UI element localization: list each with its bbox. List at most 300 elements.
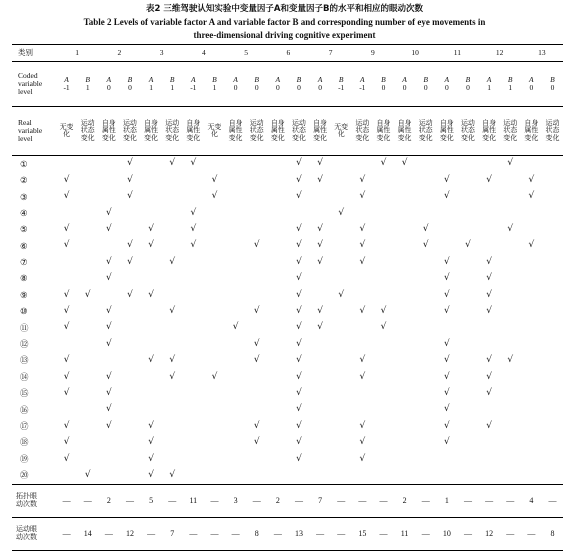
check-cell — [288, 435, 309, 451]
check-cell — [352, 222, 373, 238]
factor-label: B — [465, 75, 471, 85]
check-mark: √ — [190, 224, 197, 235]
check-cell — [500, 287, 521, 303]
check-cell — [521, 385, 542, 401]
check-cell — [352, 451, 373, 467]
check-cell — [415, 467, 436, 484]
check-mark: √ — [105, 338, 112, 349]
check-cell — [331, 385, 352, 401]
real-level-cell — [500, 107, 521, 156]
check-cell — [373, 238, 394, 254]
check-mark: √ — [359, 453, 366, 464]
check-cell — [479, 451, 500, 467]
coded-value: 0 — [444, 83, 449, 92]
check-cell — [394, 172, 415, 188]
check-mark: √ — [443, 338, 450, 349]
factor-label: B — [423, 75, 428, 85]
check-cell — [267, 287, 288, 303]
check-mark: √ — [63, 437, 70, 448]
check-mark: √ — [63, 240, 70, 251]
factor-label: A — [148, 75, 154, 85]
check-cell — [331, 336, 352, 352]
row-label: ⑯ — [20, 404, 29, 415]
factor-label: B — [296, 75, 302, 85]
check-cell — [225, 418, 246, 434]
check-cell — [521, 451, 542, 467]
table-caption-english-line2: three-dimensional driving cognitive experiment — [193, 30, 376, 40]
check-cell — [394, 271, 415, 287]
factor-label: A — [486, 75, 492, 85]
check-cell — [98, 320, 119, 336]
check-cell — [415, 353, 436, 369]
check-cell — [415, 418, 436, 434]
check-mark: √ — [443, 437, 450, 448]
check-cell — [479, 205, 500, 221]
check-cell — [436, 304, 457, 320]
check-cell — [415, 385, 436, 401]
label-line: level — [18, 133, 33, 143]
check-cell — [141, 320, 162, 336]
check-mark: √ — [84, 289, 91, 300]
check-cell — [542, 385, 563, 401]
coded-level-cell — [98, 62, 119, 107]
check-cell — [331, 254, 352, 270]
check-mark: √ — [63, 371, 70, 382]
check-mark: √ — [105, 387, 112, 398]
check-cell — [183, 320, 204, 336]
check-cell — [183, 287, 204, 303]
check-cell — [310, 287, 331, 303]
check-cell — [204, 287, 225, 303]
check-cell — [98, 402, 119, 418]
check-cell — [288, 320, 309, 336]
check-cell — [183, 451, 204, 467]
summary-cell: — — [204, 517, 225, 550]
check-cell — [521, 271, 542, 287]
check-cell — [331, 435, 352, 451]
check-mark: √ — [296, 224, 302, 235]
coded-value: 1 — [508, 83, 513, 92]
table-row — [12, 435, 563, 451]
check-cell — [77, 222, 98, 238]
check-cell — [225, 336, 246, 352]
factor-label: B — [85, 75, 90, 85]
coded-value: 0 — [550, 83, 555, 92]
check-mark: √ — [486, 387, 492, 398]
check-cell — [225, 238, 246, 254]
coded-level-cell — [267, 62, 288, 107]
check-cell — [183, 418, 204, 434]
check-cell — [77, 205, 98, 221]
check-cell — [98, 287, 119, 303]
factor-label: A — [275, 75, 281, 85]
check-cell — [521, 287, 542, 303]
summary-cell: 3 — [225, 484, 246, 517]
eye-movement-table — [12, 44, 563, 551]
real-level-text: 无变 化 — [334, 122, 349, 138]
check-mark: √ — [380, 158, 387, 169]
check-cell — [521, 172, 542, 188]
check-cell — [352, 467, 373, 484]
group-header: 10 — [394, 45, 436, 62]
check-cell — [204, 320, 225, 336]
coded-value: 0 — [128, 83, 132, 92]
check-cell — [521, 353, 542, 369]
summary-cell: — — [141, 517, 162, 550]
check-cell — [457, 467, 478, 484]
check-cell — [141, 418, 162, 434]
check-cell — [436, 369, 457, 385]
check-mark: √ — [63, 453, 70, 464]
check-cell — [352, 189, 373, 205]
real-level-row — [12, 107, 563, 156]
check-cell — [162, 238, 183, 254]
check-mark: √ — [63, 355, 70, 366]
check-cell — [119, 320, 140, 336]
check-cell — [310, 353, 331, 369]
check-cell — [394, 156, 415, 173]
check-mark: √ — [359, 191, 366, 202]
real-level-cell — [204, 107, 225, 156]
check-cell — [56, 205, 77, 221]
check-cell — [119, 369, 140, 385]
group-header: 11 — [436, 45, 478, 62]
real-level-text: 运动 状态 变化 — [165, 118, 180, 142]
check-mark: √ — [359, 437, 366, 448]
check-cell — [183, 222, 204, 238]
coded-level-cell — [246, 62, 267, 107]
check-cell — [225, 205, 246, 221]
summary-label — [12, 484, 56, 517]
check-cell — [56, 418, 77, 434]
table-row — [12, 271, 563, 287]
check-mark: √ — [443, 256, 450, 267]
check-cell — [352, 304, 373, 320]
coded-value: -1 — [63, 83, 70, 92]
check-cell — [457, 369, 478, 385]
check-cell — [457, 205, 478, 221]
summary-label — [12, 517, 56, 550]
check-cell — [246, 172, 267, 188]
check-cell — [288, 254, 309, 270]
check-cell — [457, 172, 478, 188]
summary-cell: 15 — [352, 517, 373, 550]
check-cell — [56, 451, 77, 467]
check-mark: √ — [63, 420, 70, 431]
check-cell — [98, 369, 119, 385]
check-cell — [373, 418, 394, 434]
check-cell — [457, 156, 478, 173]
summary-cell: 12 — [479, 517, 500, 550]
check-cell — [521, 189, 542, 205]
check-cell — [436, 451, 457, 467]
summary-cell: 2 — [267, 484, 288, 517]
check-cell — [162, 467, 183, 484]
check-cell — [373, 254, 394, 270]
check-mark: √ — [486, 273, 492, 284]
check-cell — [204, 205, 225, 221]
summary-cell: — — [98, 517, 119, 550]
check-cell — [225, 271, 246, 287]
check-mark: √ — [232, 322, 239, 333]
table-row — [12, 222, 563, 238]
summary-cell: 2 — [98, 484, 119, 517]
check-cell — [204, 385, 225, 401]
real-level-text: 无变 化 — [59, 122, 74, 138]
check-mark: √ — [296, 240, 302, 251]
table-row — [12, 320, 563, 336]
check-cell — [415, 254, 436, 270]
check-cell — [141, 385, 162, 401]
check-cell — [162, 385, 183, 401]
check-cell — [204, 418, 225, 434]
real-level-cell — [436, 107, 457, 156]
summary-cell: 10 — [436, 517, 457, 550]
check-mark: √ — [84, 469, 91, 480]
check-cell — [373, 353, 394, 369]
check-mark: √ — [296, 322, 302, 333]
check-cell — [542, 254, 563, 270]
check-cell — [479, 156, 500, 173]
check-cell — [436, 336, 457, 352]
check-cell — [162, 205, 183, 221]
check-cell — [373, 205, 394, 221]
check-cell — [542, 156, 563, 173]
check-cell — [521, 238, 542, 254]
check-mark: √ — [148, 224, 154, 235]
check-cell — [141, 238, 162, 254]
check-mark: √ — [296, 273, 302, 284]
summary-cell: — — [457, 517, 478, 550]
factor-label: A — [64, 75, 69, 85]
check-mark: √ — [443, 174, 450, 185]
check-cell — [500, 336, 521, 352]
check-cell — [267, 385, 288, 401]
category-header — [12, 45, 56, 62]
check-cell — [500, 402, 521, 418]
factor-label: B — [169, 75, 175, 85]
check-mark: √ — [317, 256, 323, 267]
factor-label: A — [444, 75, 450, 85]
check-cell — [542, 271, 563, 287]
coded-value: 1 — [149, 83, 153, 92]
table-row — [12, 336, 563, 352]
check-cell — [415, 402, 436, 418]
check-mark: √ — [296, 387, 302, 398]
check-cell — [352, 385, 373, 401]
check-cell — [542, 222, 563, 238]
check-cell — [56, 222, 77, 238]
check-cell — [98, 451, 119, 467]
table-row — [12, 304, 563, 320]
check-cell — [310, 254, 331, 270]
check-mark: √ — [127, 191, 133, 202]
check-cell — [479, 238, 500, 254]
check-cell — [394, 418, 415, 434]
group-header: 12 — [479, 45, 521, 62]
check-mark: √ — [253, 437, 260, 448]
check-cell — [77, 287, 98, 303]
check-cell — [542, 402, 563, 418]
coded-level-cell — [77, 62, 98, 107]
check-cell — [352, 353, 373, 369]
real-level-cell — [415, 107, 436, 156]
real-level-text: 自身 属性 变化 — [228, 118, 243, 142]
row-label: ⑤ — [20, 224, 28, 235]
check-cell — [521, 418, 542, 434]
check-cell — [267, 402, 288, 418]
check-cell — [521, 320, 542, 336]
check-cell — [225, 435, 246, 451]
check-cell — [141, 287, 162, 303]
check-mark: √ — [296, 420, 302, 431]
factor-label: B — [338, 75, 344, 85]
check-cell — [500, 418, 521, 434]
check-cell — [225, 304, 246, 320]
check-mark: √ — [443, 404, 450, 415]
group-header: 13 — [521, 45, 563, 62]
real-level-cell — [479, 107, 500, 156]
check-cell — [394, 336, 415, 352]
check-mark: √ — [105, 224, 112, 235]
check-cell — [183, 467, 204, 484]
check-cell — [141, 353, 162, 369]
check-cell — [98, 205, 119, 221]
check-cell — [246, 304, 267, 320]
check-mark: √ — [507, 158, 514, 169]
check-cell — [98, 353, 119, 369]
check-cell — [394, 238, 415, 254]
check-cell — [183, 402, 204, 418]
row-label: ⑩ — [20, 306, 28, 317]
label-line: variable — [18, 126, 43, 136]
check-mark: √ — [127, 158, 133, 169]
check-mark: √ — [359, 355, 366, 366]
check-cell — [457, 320, 478, 336]
check-cell — [479, 172, 500, 188]
check-cell — [119, 385, 140, 401]
check-cell — [436, 320, 457, 336]
check-cell — [331, 172, 352, 188]
check-cell — [119, 451, 140, 467]
check-cell — [141, 189, 162, 205]
check-mark: √ — [296, 191, 302, 202]
check-mark: √ — [253, 420, 260, 431]
check-cell — [457, 238, 478, 254]
check-cell — [225, 222, 246, 238]
check-cell — [267, 451, 288, 467]
check-cell — [77, 238, 98, 254]
check-cell — [204, 435, 225, 451]
check-cell — [373, 385, 394, 401]
check-cell — [98, 336, 119, 352]
check-cell — [373, 369, 394, 385]
real-level-text: 运动 状态 变化 — [355, 118, 370, 142]
check-cell — [267, 418, 288, 434]
check-cell — [457, 451, 478, 467]
check-mark: √ — [105, 404, 112, 415]
table-row — [12, 156, 563, 173]
check-cell — [521, 467, 542, 484]
check-cell — [457, 271, 478, 287]
check-cell — [204, 254, 225, 270]
check-cell — [521, 304, 542, 320]
check-mark: √ — [296, 338, 302, 349]
check-cell — [479, 320, 500, 336]
check-cell — [310, 467, 331, 484]
coded-value: 0 — [402, 83, 407, 92]
check-mark: √ — [63, 174, 70, 185]
check-cell — [542, 238, 563, 254]
check-cell — [183, 271, 204, 287]
check-cell — [119, 402, 140, 418]
group-header: 3 — [141, 45, 183, 62]
check-cell — [394, 287, 415, 303]
check-cell — [373, 435, 394, 451]
check-cell — [119, 435, 140, 451]
table-row — [12, 205, 563, 221]
check-cell — [542, 172, 563, 188]
coded-level-cell — [457, 62, 478, 107]
check-cell — [162, 287, 183, 303]
check-cell — [436, 353, 457, 369]
coded-level-cell — [119, 62, 140, 107]
row-label: ⑫ — [20, 339, 29, 350]
check-cell — [310, 304, 331, 320]
coded-value: -1 — [338, 83, 345, 92]
check-mark: √ — [486, 355, 492, 366]
check-mark: √ — [105, 371, 112, 382]
check-cell — [373, 172, 394, 188]
check-cell — [457, 353, 478, 369]
check-cell — [436, 271, 457, 287]
check-mark: √ — [127, 289, 133, 300]
factor-label: B — [212, 75, 217, 85]
summary-cell: — — [77, 484, 98, 517]
check-cell — [331, 271, 352, 287]
check-cell — [77, 189, 98, 205]
check-cell — [77, 467, 98, 484]
check-mark: √ — [443, 289, 450, 300]
coded-level-label — [12, 62, 56, 107]
check-cell — [288, 304, 309, 320]
summary-cell: — — [415, 517, 436, 550]
check-mark: √ — [296, 174, 302, 185]
check-mark: √ — [296, 355, 302, 366]
check-mark: √ — [169, 158, 176, 169]
check-cell — [479, 287, 500, 303]
check-cell — [500, 156, 521, 173]
coded-value: 0 — [466, 83, 470, 92]
check-cell — [183, 336, 204, 352]
summary-cell: — — [521, 517, 542, 550]
check-cell — [331, 320, 352, 336]
summary-cell: 8 — [246, 517, 267, 550]
check-mark: √ — [317, 305, 323, 316]
check-cell — [436, 238, 457, 254]
row-label: ⑥ — [20, 240, 28, 251]
check-mark: √ — [148, 453, 154, 464]
check-cell — [542, 205, 563, 221]
check-cell — [310, 222, 331, 238]
check-cell — [415, 222, 436, 238]
check-cell — [98, 254, 119, 270]
real-level-text: 自身 属性 变化 — [482, 118, 497, 142]
check-cell — [267, 205, 288, 221]
check-cell — [183, 205, 204, 221]
check-cell — [310, 189, 331, 205]
check-cell — [352, 271, 373, 287]
